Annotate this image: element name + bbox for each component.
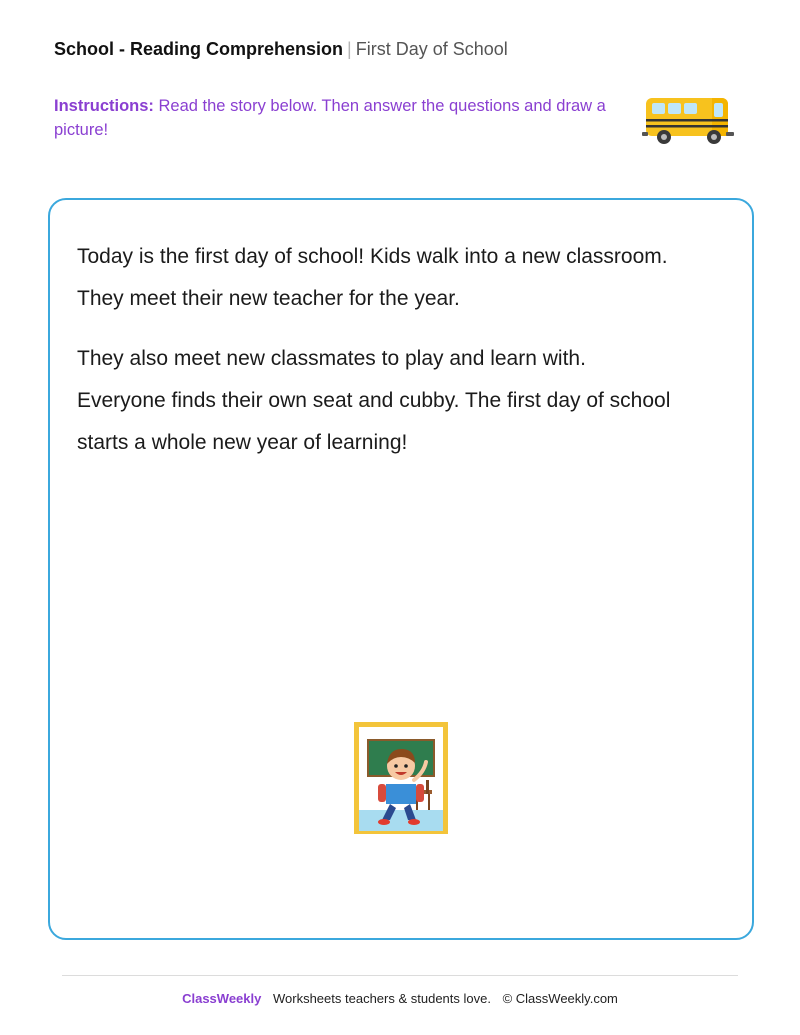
footer-tagline: Worksheets teachers & students love. [272, 991, 491, 1006]
footer-divider [62, 975, 738, 976]
story-paragraph-1: Today is the first day of school! Kids walk into a new classroom. They meet their new teacher for the year. [77, 245, 668, 310]
instructions [54, 94, 614, 142]
story-paragraph-2: They also meet new classmates to play and learn with. Everyone finds their own seat and cubby. The first day of school starts a whole new year of learning! [77, 347, 671, 454]
footer-copyright: © ClassWeekly.com [502, 991, 618, 1006]
header-separator: | [347, 39, 352, 59]
footer [0, 990, 800, 1008]
worksheet-title: First Day of School [355, 39, 508, 59]
worksheet-category: School - Reading Comprehension [54, 39, 344, 59]
instructions-text: Read the story below. Then answer the questions and draw a picture! [54, 97, 606, 139]
worksheet-header [54, 38, 508, 60]
footer-brand: ClassWeekly [182, 991, 262, 1006]
school-bus-icon [640, 92, 736, 148]
story-text [77, 236, 677, 482]
boy-entering-classroom-illustration [354, 722, 448, 834]
instructions-label: Instructions: [54, 97, 154, 115]
